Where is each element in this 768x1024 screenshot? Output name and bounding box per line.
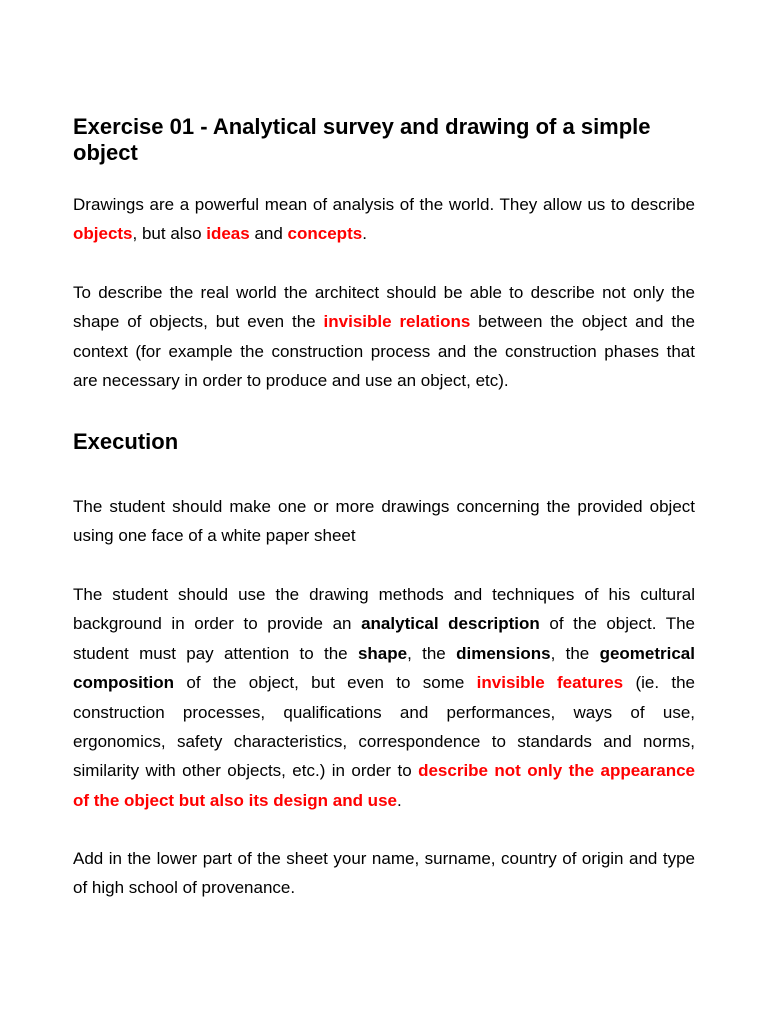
intro-text-1: Drawings are a powerful mean of analysis of the world. They allow us to describe (73, 195, 695, 214)
intro-text-2: , but also (132, 224, 207, 244)
execution-paragraph-3: Add in the lower part of the sheet your name, surname, country of origin and type of high school of provenance. (73, 849, 695, 898)
intro-text-3: and (249, 224, 288, 244)
intro-paragraph (73, 190, 695, 249)
exec-text-1: The student should use the drawing methods and techniques of his cultural background in order to provide an (73, 585, 695, 634)
highlight-invisible-features: invisible features (476, 673, 624, 693)
context-paragraph (73, 278, 695, 396)
context-text-1: To describe the real world the architect should be able to describe not only the shape of objects, but even the (73, 283, 695, 332)
highlight-invisible-relations: invisible relations (323, 312, 471, 332)
document-title: Exercise 01 - Analytical survey and drawing of a simple object (73, 114, 651, 165)
exec-text-5: of the object, but even to some (174, 673, 477, 693)
exec-text-7: . (396, 790, 402, 810)
exec-text-2: of the object. The student must pay attention to the (73, 614, 695, 663)
bold-geometrical-composition: geometrical composition (73, 643, 695, 693)
highlight-concepts: concepts (287, 224, 363, 244)
highlight-describe-design-use: describe not only the appearance of the object but also its design and use (73, 761, 695, 810)
execution-heading: Execution (73, 429, 179, 454)
highlight-ideas: ideas (206, 224, 250, 244)
exec-text-3: , the (407, 643, 457, 663)
execution-paragraph-1: The student should make one or more drawings concerning the provided object using one face of a white paper sheet (73, 497, 695, 546)
bold-dimensions: dimensions (456, 643, 551, 663)
exec-text-4: , the (550, 643, 600, 663)
bold-analytical-description: analytical description (361, 614, 540, 634)
intro-text-4: . (362, 224, 367, 244)
context-text-2: between the object and the context (for example the construction process and the construction phases that are necessary in order to produce and use an object, etc). (73, 312, 695, 391)
exec-text-6: (ie. the construction processes, qualifications and performances, ways of use, ergonomics, safety characteristics, correspondence to standards and norms, similarity with other objects, etc.) in order to (73, 673, 695, 781)
bold-shape: shape (357, 643, 408, 663)
highlight-objects: objects (73, 224, 133, 244)
execution-paragraph-2 (73, 580, 695, 815)
